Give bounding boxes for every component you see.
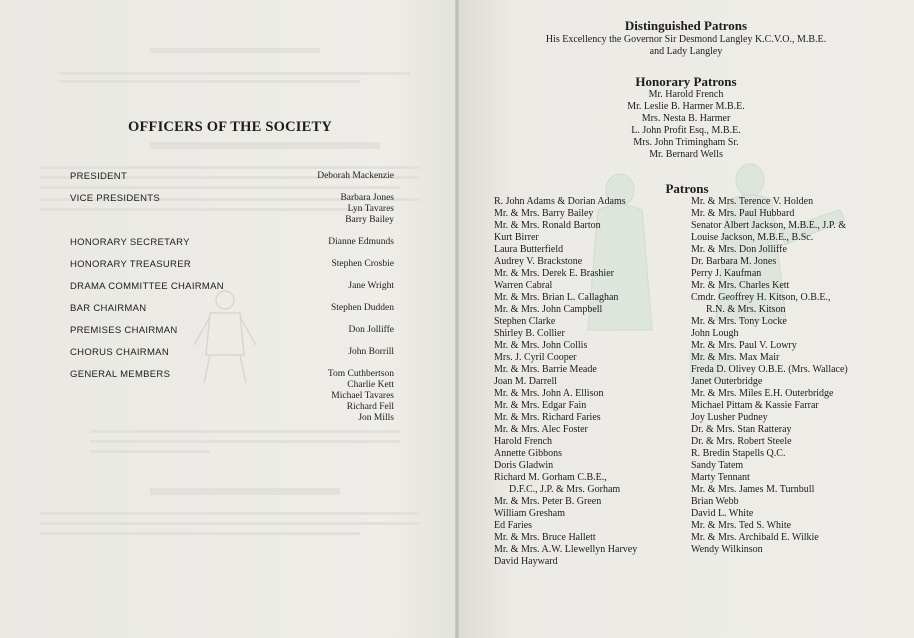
- patron-line: L. John Profit Esq., M.B.E.: [631, 125, 741, 136]
- patron-entry: Mrs. J. Cyril Cooper: [494, 352, 577, 363]
- patron-entry: Richard M. Gorham C.B.E.,: [494, 472, 607, 483]
- patron-entry: D.F.C., J.P. & Mrs. Gorham: [509, 484, 621, 495]
- patron-line: His Excellency the Governor Sir Desmond Langley K.C.V.O., M.B.E.: [545, 34, 827, 45]
- patron-entry: Annette Gibbons: [494, 448, 563, 459]
- officer-name: Barbara Jones: [340, 193, 394, 203]
- patron-line: Mrs. John Trimingham Sr.: [633, 137, 739, 148]
- officer-name: Stephen Crosbie: [331, 259, 394, 269]
- patron-entry: Mr. & Mrs. Peter B. Green: [494, 496, 602, 507]
- patron-entry: Janet Outerbridge: [691, 376, 763, 387]
- patron-entry: R. John Adams & Dorian Adams: [494, 196, 626, 207]
- officer-name: Charlie Kett: [347, 380, 394, 390]
- patron-entry: Mr. & Mrs. Ronald Barton: [494, 220, 601, 231]
- officer-name: Jon Mills: [358, 413, 394, 423]
- patron-line: Mr. Bernard Wells: [649, 149, 723, 160]
- show-through-line: [40, 208, 370, 211]
- officer-name: Michael Tavares: [331, 391, 394, 401]
- patron-entry: Senator Albert Jackson, M.B.E., J.P. &: [691, 220, 846, 231]
- show-through-line: [40, 512, 420, 515]
- patron-entry: Michael Pittam & Kassie Farrar: [691, 400, 819, 411]
- show-through-line: [150, 48, 320, 53]
- patron-entry: Joan M. Darrell: [494, 376, 558, 387]
- officer-name: Jane Wright: [348, 281, 394, 291]
- patron-entry: R. Bredin Stapells Q.C.: [691, 448, 786, 459]
- officer-names: [317, 171, 394, 182]
- patron-entry: Mr. & Mrs. Don Jolliffe: [691, 244, 787, 255]
- patron-line: Mr. Leslie B. Harmer M.B.E.: [627, 101, 745, 112]
- patron-entry: Mr. & Mrs. Barry Bailey: [494, 208, 594, 219]
- officer-name: Tom Cuthbertson: [327, 369, 394, 379]
- officer-role: VICE PRESIDENTS: [70, 193, 161, 204]
- patron-entry: Mr. & Mrs. Derek E. Brashier: [494, 268, 614, 279]
- patrons-right-column: [691, 196, 848, 556]
- patron-entry: Mr. & Mrs. Charles Kett: [691, 280, 790, 291]
- officer-name: Deborah Mackenzie: [317, 171, 394, 181]
- patron-entry: Mr. & Mrs. Miles E.H. Outerbridge: [691, 388, 834, 399]
- patron-entry: Mr. & Mrs. Ted S. White: [691, 520, 792, 531]
- officer-role: CHORUS CHAIRMAN: [70, 347, 169, 358]
- patron-entry: Joy Lusher Pudney: [691, 412, 768, 423]
- patron-entry: Mr. & Mrs. Barrie Meade: [494, 364, 597, 375]
- officer-names: [328, 369, 394, 424]
- patron-line: Mr. Harold French: [648, 89, 724, 100]
- patrons-left-column: [494, 196, 637, 568]
- show-through-line: [40, 186, 400, 189]
- patron-entry: Kurt Birrer: [494, 232, 539, 243]
- show-through-line: [90, 440, 400, 443]
- officer-names: [331, 259, 394, 270]
- officer-role: HONORARY SECRETARY: [70, 237, 190, 248]
- patron-entry: Mr. & Mrs. Bruce Hallett: [494, 532, 596, 543]
- officer-role: HONORARY TREASURER: [70, 259, 192, 270]
- show-through-line: [40, 522, 420, 525]
- officer-names: [348, 281, 394, 292]
- officer-name: Richard Fell: [346, 402, 394, 412]
- patron-entry: Wendy Wilkinson: [691, 544, 763, 555]
- patron-entry: Mr. & Mrs. Richard Faries: [494, 412, 601, 423]
- honorary-patrons-list: [458, 89, 914, 161]
- patron-entry: Mr. & Mrs. John Campbell: [494, 304, 603, 315]
- patron-entry: David L. White: [691, 508, 754, 519]
- patron-line: and Lady Langley: [649, 46, 723, 57]
- show-through-line: [40, 532, 360, 535]
- patron-entry: Mr. & Mrs. James M. Turnbull: [691, 484, 815, 495]
- patrons-title: Patrons: [665, 181, 709, 196]
- patron-entry: Mr. & Mrs. Terence V. Holden: [691, 196, 814, 207]
- distinguished-patrons-list: [458, 34, 914, 58]
- patron-entry: Cmdr. Geoffrey H. Kitson, O.B.E.,: [691, 292, 831, 303]
- officer-role: PRESIDENT: [70, 171, 128, 182]
- patron-entry: Mr. & Mrs. Brian L. Callaghan: [494, 292, 619, 303]
- show-through-line: [90, 450, 210, 453]
- patron-entry: Louise Jackson, M.B.E., B.Sc.: [691, 232, 814, 243]
- patron-line: Mrs. Nesta B. Harmer: [641, 113, 731, 124]
- officer-name: Don Jolliffe: [348, 325, 394, 335]
- distinguished-patrons-title: Distinguished Patrons: [624, 18, 748, 33]
- patron-entry: Mr. & Mrs. Max Mair: [691, 352, 780, 363]
- show-through-line: [150, 488, 340, 495]
- officer-names: [328, 237, 394, 248]
- patron-entry: Brian Webb: [691, 496, 739, 507]
- officer-role: DRAMA COMMITTEE CHAIRMAN: [70, 281, 224, 292]
- patron-entry: Mr. & Mrs. Paul Hubbard: [691, 208, 795, 219]
- patron-entry: Doris Gladwin: [494, 460, 554, 471]
- officer-name: John Borrill: [348, 347, 394, 357]
- show-through-line: [90, 430, 400, 433]
- officer-name: Barry Bailey: [345, 215, 394, 225]
- patron-entry: Dr. & Mrs. Stan Ratteray: [691, 424, 792, 435]
- show-through-line: [60, 72, 410, 75]
- officer-names: [331, 303, 394, 314]
- patron-entry: Mr. & Mrs. Paul V. Lowry: [691, 340, 797, 351]
- patron-entry: Laura Butterfield: [494, 244, 564, 255]
- patron-entry: Sandy Tatem: [691, 460, 744, 471]
- patron-entry: Perry J. Kaufman: [691, 268, 762, 279]
- officer-name: Stephen Dudden: [330, 303, 394, 313]
- patron-entry: William Gresham: [494, 508, 565, 519]
- show-through-line: [40, 166, 420, 169]
- patron-entry: Harold French: [494, 436, 553, 447]
- officers-title: OFFICERS OF THE SOCIETY: [127, 119, 333, 135]
- patron-entry: Mr. & Mrs. Edgar Fain: [494, 400, 587, 411]
- patron-entry: Audrey V. Brackstone: [494, 256, 583, 267]
- patron-entry: Marty Tennant: [691, 472, 750, 483]
- patron-entry: Stephen Clarke: [494, 316, 556, 327]
- patron-entry: Dr. Barbara M. Jones: [691, 256, 777, 267]
- show-through-line: [60, 80, 360, 83]
- patron-entry: Warren Cabral: [494, 280, 553, 291]
- patron-entry: Mr. & Mrs. A.W. Llewellyn Harvey: [494, 544, 638, 555]
- patron-entry: R.N. & Mrs. Kitson: [706, 304, 786, 315]
- patron-entry: Mr. & Mrs. Alec Foster: [494, 424, 588, 435]
- patron-entry: Mr. & Mrs. Tony Locke: [691, 316, 787, 327]
- officer-role: PREMISES CHAIRMAN: [70, 325, 178, 336]
- honorary-patrons-title: Honorary Patrons: [635, 74, 737, 89]
- patron-entry: David Hayward: [494, 556, 558, 567]
- patron-entry: Mr. & Mrs. Archibald E. Wilkie: [691, 532, 819, 543]
- officer-names: [348, 347, 394, 358]
- patron-entry: Dr. & Mrs. Robert Steele: [691, 436, 792, 447]
- patron-entry: Freda D. Olivey O.B.E. (Mrs. Wallace): [691, 364, 848, 375]
- officer-name: Dianne Edmunds: [328, 237, 394, 247]
- officer-name: Lyn Tavares: [347, 204, 394, 214]
- patron-entry: Ed Faries: [494, 520, 533, 531]
- officer-names: [340, 193, 394, 226]
- faint-figure-illustration: [180, 285, 270, 385]
- patron-entry: John Lough: [691, 328, 739, 339]
- officer-role: GENERAL MEMBERS: [70, 369, 171, 380]
- officer-names: [349, 325, 394, 336]
- patron-entry: Mr. & Mrs. John Collis: [494, 340, 588, 351]
- officer-role: BAR CHAIRMAN: [70, 303, 147, 314]
- patron-entry: Mr. & Mrs. John A. Ellison: [494, 388, 604, 399]
- patron-entry: Shirley B. Collier: [494, 328, 565, 339]
- show-through-line: [150, 142, 380, 149]
